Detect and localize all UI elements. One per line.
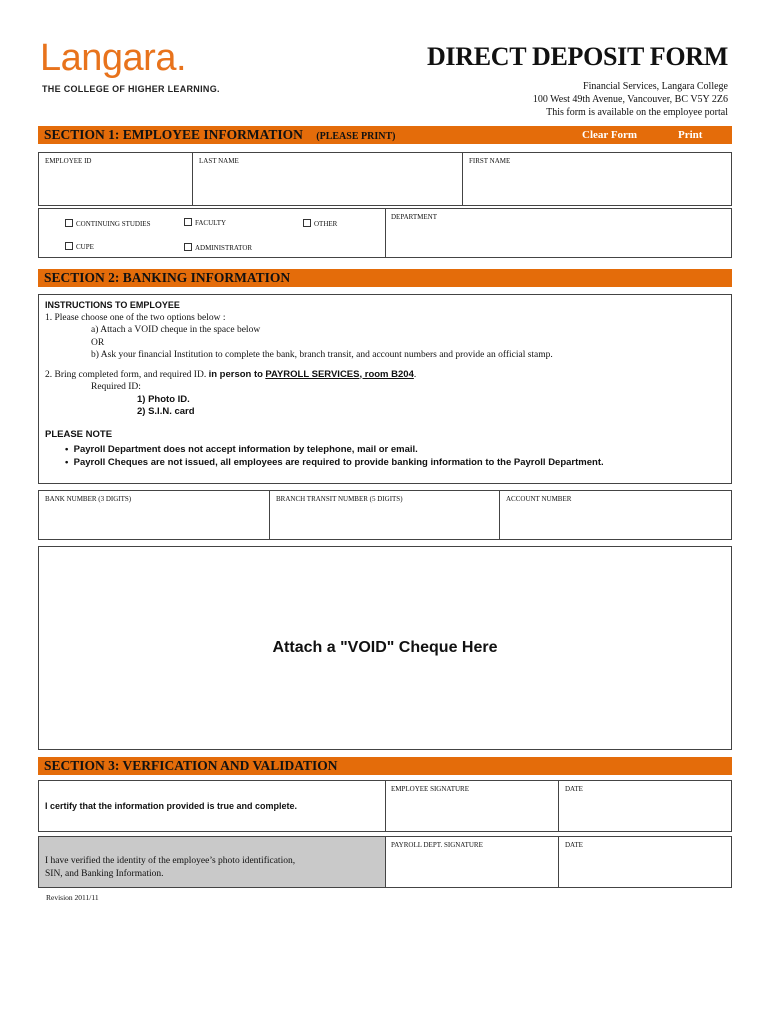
- continuing-studies-label: CONTINUING STUDIES: [76, 220, 151, 228]
- section2-bar: [38, 269, 732, 287]
- faculty-checkbox[interactable]: [184, 218, 192, 226]
- bank-number-field[interactable]: BANK NUMBER (3 DIGITS): [45, 495, 132, 503]
- other-label: OTHER: [314, 220, 338, 228]
- section2-title: SECTION 2: BANKING INFORMATION: [44, 270, 291, 285]
- langara-logo: Langara.: [40, 37, 187, 79]
- last-name-field[interactable]: LAST NAME: [199, 157, 239, 165]
- clear-form-button[interactable]: Clear Form: [582, 129, 638, 141]
- required-id-2: 2) S.I.N. card: [137, 406, 195, 417]
- first-name-field[interactable]: FIRST NAME: [469, 157, 511, 165]
- address-line-1: Financial Services, Langara College: [583, 81, 728, 92]
- other-checkbox[interactable]: [303, 219, 311, 227]
- address-line-3: This form is available on the employee portal: [546, 107, 728, 118]
- note-item-2: • Payroll Cheques are not issued, all employees are required to provide banking information to the Payroll Department.: [65, 456, 604, 468]
- note-item-1: • Payroll Department does not accept information by telephone, mail or email.: [65, 444, 418, 455]
- instructions-title: INSTRUCTIONS TO EMPLOYEE: [45, 300, 180, 310]
- address-line-2: 100 West 49th Avenue, Vancouver, BC V5Y 2Z6: [532, 94, 728, 105]
- faculty-label: FACULTY: [195, 219, 227, 227]
- employee-date-field[interactable]: DATE: [565, 785, 583, 793]
- void-cheque-area: [38, 546, 732, 750]
- payroll-date-field[interactable]: DATE: [565, 841, 583, 849]
- section1-note: (PLEASE PRINT): [316, 131, 396, 142]
- branch-transit-field[interactable]: BRANCH TRANSIT NUMBER (5 DIGITS): [276, 495, 403, 503]
- section3-bar: [38, 757, 732, 775]
- section3-title: SECTION 3: VERFICATION AND VALIDATION: [44, 758, 338, 773]
- instructions-box: [38, 294, 732, 484]
- continuing-studies-checkbox[interactable]: [65, 219, 73, 227]
- payroll-signature-field[interactable]: PAYROLL DEPT. SIGNATURE: [391, 841, 483, 849]
- void-cheque-label: Attach a "VOID" Cheque Here: [272, 639, 498, 656]
- print-button[interactable]: Print: [678, 129, 703, 141]
- please-note-title: PLEASE NOTE: [45, 428, 113, 440]
- bank-details-row: [38, 490, 732, 540]
- verify-text: I have verified the identity of the employee’s photo identification, SIN, and Banking Information.: [45, 856, 296, 879]
- logo-tagline: THE COLLEGE OF HIGHER LEARNING.: [42, 84, 220, 94]
- instruction-step2: 2. Bring completed form, and required ID. in person to PAYROLL SERVICES, room B204.: [45, 368, 417, 380]
- required-id-1: 1) Photo ID.: [137, 393, 190, 405]
- section1-bar: [38, 126, 732, 144]
- section1-title: SECTION 1: EMPLOYEE INFORMATION: [44, 127, 303, 142]
- employee-id-field[interactable]: EMPLOYEE ID: [45, 157, 92, 165]
- payroll-services-link[interactable]: PAYROLL SERVICES, room B204: [265, 368, 414, 380]
- option-b: b) Ask your financial Institution to complete the bank, branch transit, and account numbers and provide an official stamp.: [91, 350, 553, 360]
- administrator-label: ADMINISTRATOR: [195, 244, 253, 252]
- employee-certify-row: [38, 780, 732, 832]
- administrator-checkbox[interactable]: [184, 243, 192, 251]
- required-id-label: Required ID:: [91, 382, 141, 392]
- revision-text: Revision 2011/11: [46, 893, 99, 902]
- employee-name-row: [38, 152, 732, 206]
- department-field[interactable]: DEPARTMENT: [391, 213, 437, 221]
- employee-signature-field[interactable]: EMPLOYEE SIGNATURE: [391, 785, 469, 793]
- certify-text: I certify that the information provided is true and complete.: [45, 801, 298, 811]
- cupe-label: CUPE: [76, 243, 94, 251]
- instruction-step1: 1. Please choose one of the two options below :: [45, 312, 226, 323]
- account-number-field[interactable]: ACCOUNT NUMBER: [506, 495, 572, 503]
- option-or: OR: [91, 337, 105, 348]
- cupe-checkbox[interactable]: [65, 242, 73, 250]
- option-a: a) Attach a VOID cheque in the space below: [91, 325, 261, 335]
- form-title: DIRECT DEPOSIT FORM: [426, 42, 728, 71]
- payroll-verify-row: [38, 836, 732, 888]
- employee-type-row: [38, 208, 732, 258]
